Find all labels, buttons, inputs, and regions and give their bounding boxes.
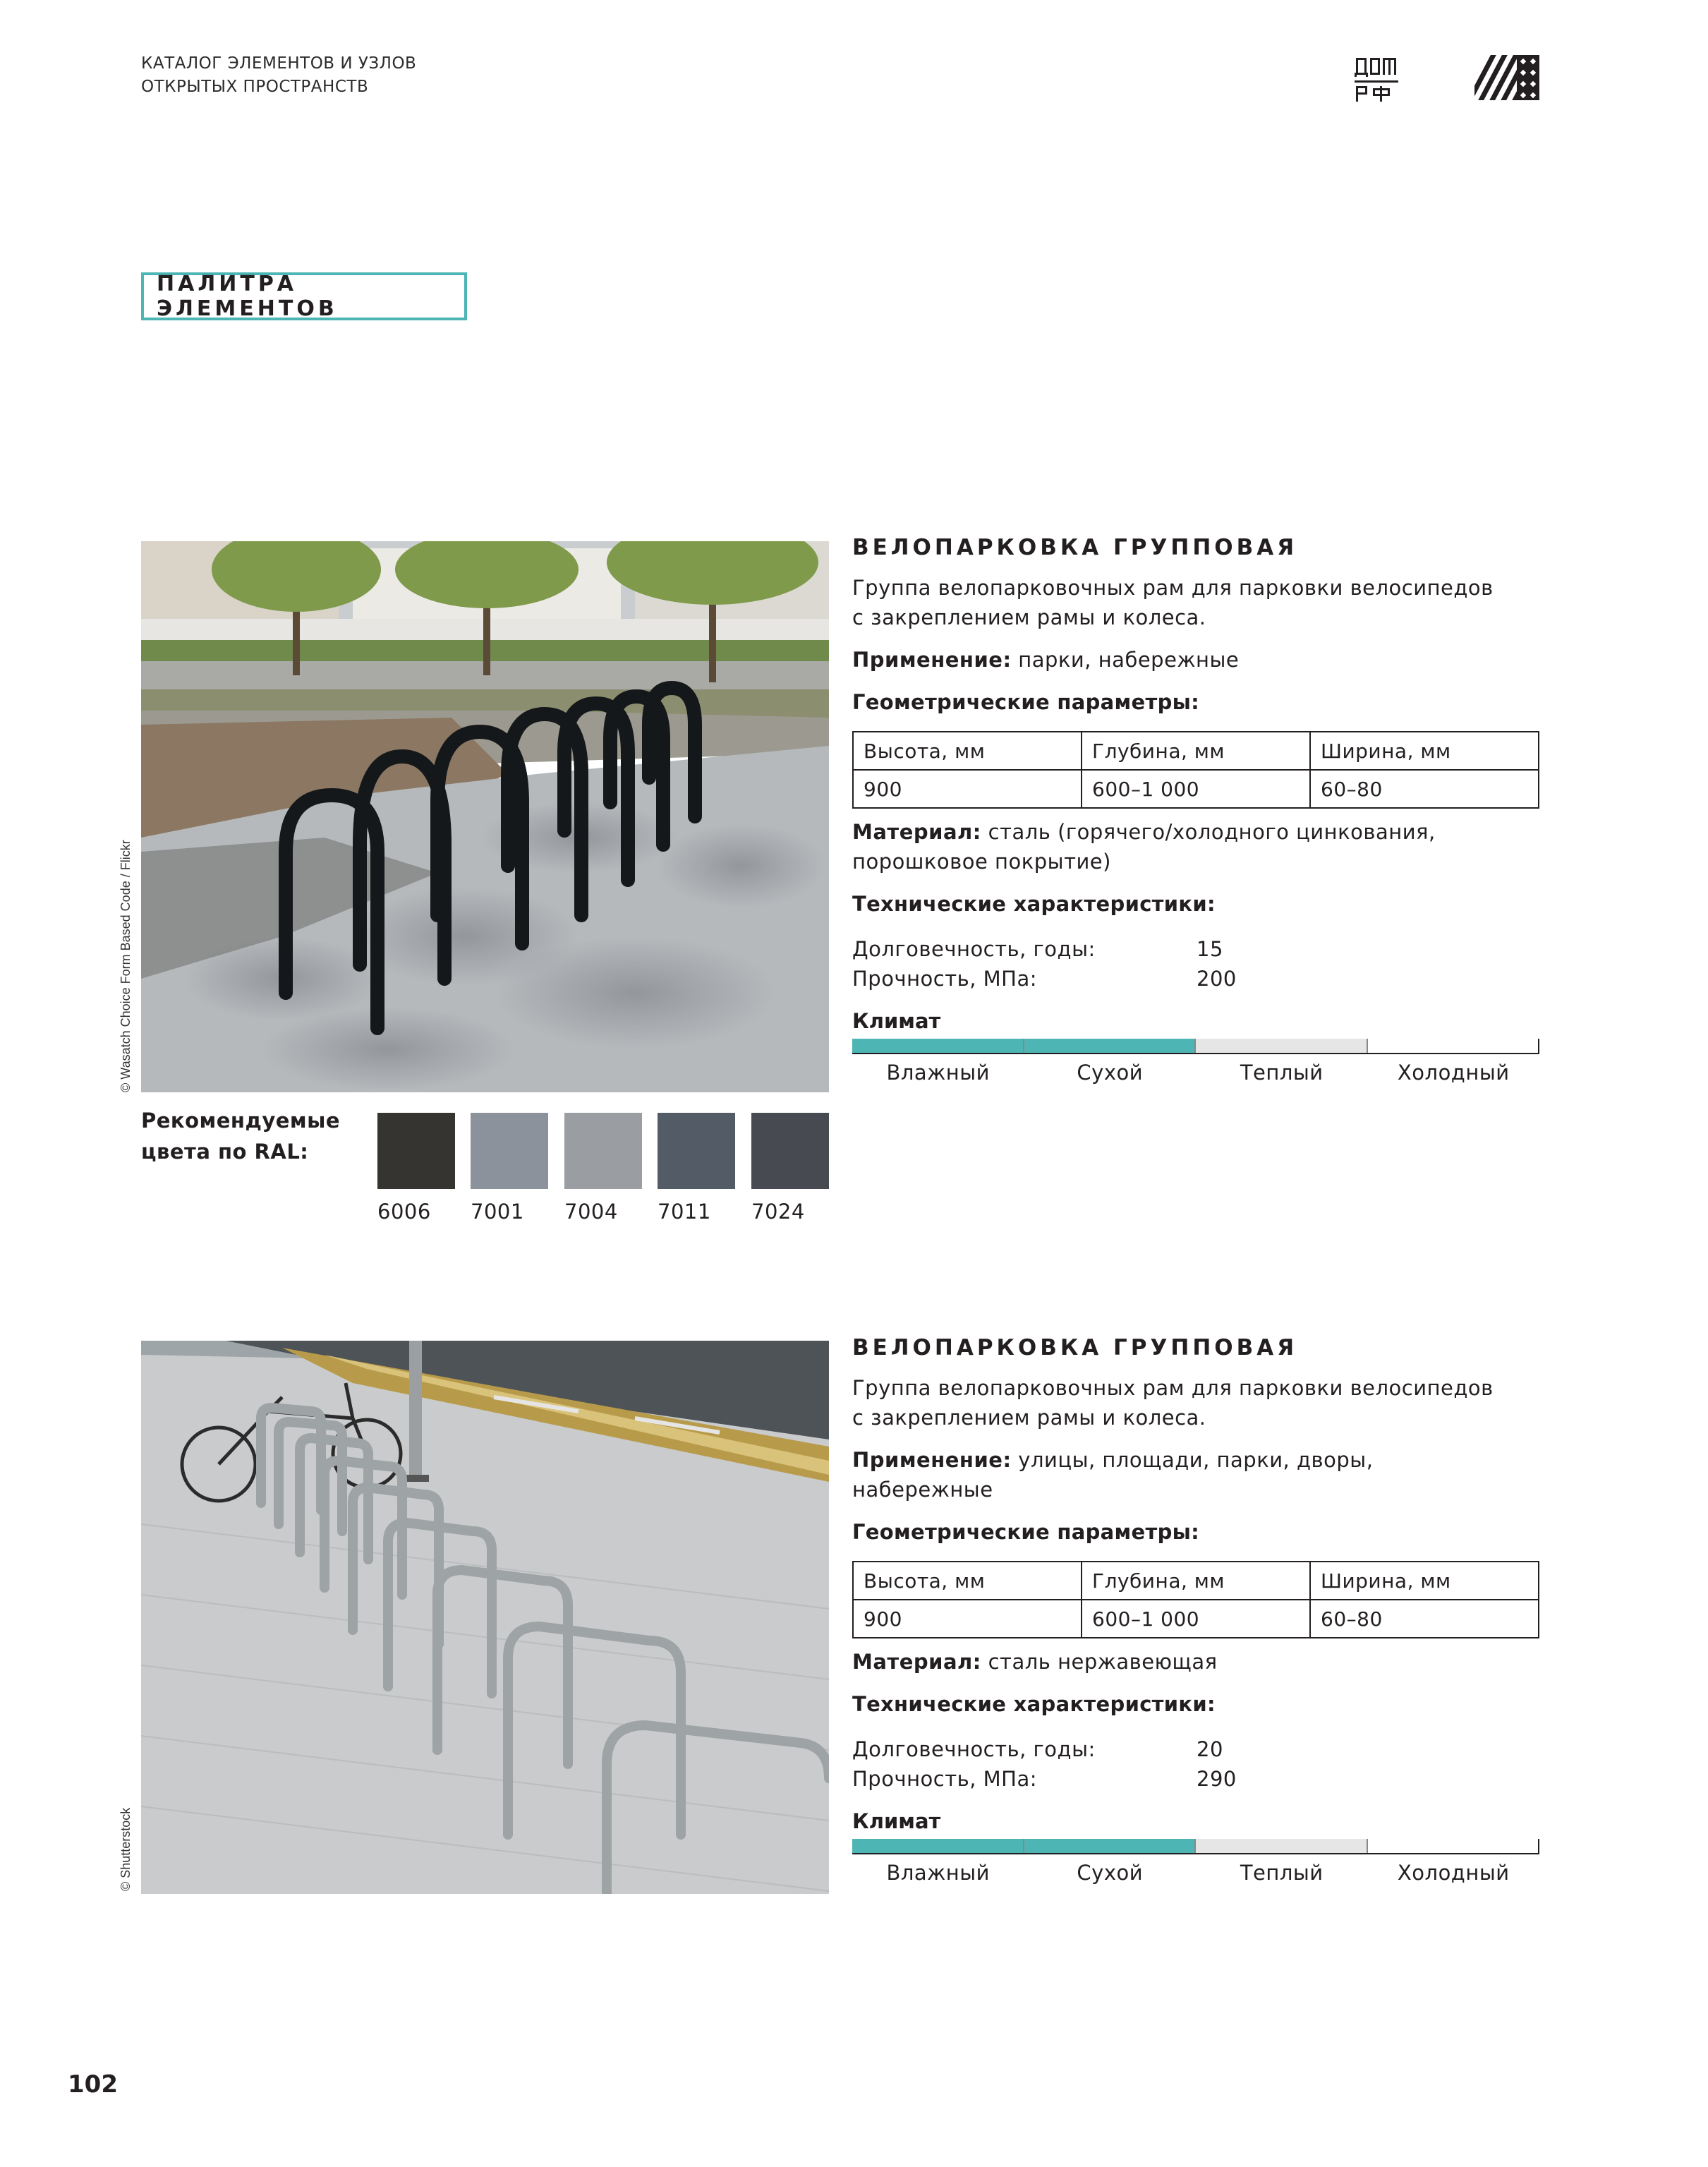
photo-credit-2: © Shutterstock (119, 1807, 133, 1891)
climate-label-wet: Влажный (886, 1861, 991, 1885)
product-2-tech (852, 1734, 1558, 1794)
climate-label-cold: Холодный (1397, 1061, 1510, 1085)
climate-label-wet: Влажный (886, 1061, 991, 1085)
table-row (853, 1600, 1539, 1638)
table-cell: 900 (853, 1600, 1082, 1638)
ral-title-line1: Рекомендуемые (141, 1109, 341, 1133)
table-header-row (853, 732, 1539, 770)
product-2-geometry-table (852, 1561, 1539, 1638)
product-2-description-line2: с закреплением рамы и колеса. (852, 1406, 1206, 1430)
tech-label: Долговечность, годы: (852, 937, 1096, 961)
table-header-cell: Ширина, мм (1310, 732, 1539, 770)
product-1-info (852, 533, 1558, 1087)
product-2-photo (141, 1341, 829, 1894)
product-1-geometry-label: Геометрические параметры: (852, 690, 1200, 714)
pattern-logo (1474, 55, 1539, 100)
tech-row (852, 1734, 1558, 1764)
climate-segment-wet (852, 1039, 1024, 1053)
ral-code: 7011 (658, 1200, 711, 1224)
ral-swatch-7004 (564, 1113, 642, 1189)
product-2-climate-label: Климат (852, 1809, 941, 1833)
product-1-geometry-table (852, 731, 1539, 809)
page-number: 102 (68, 2070, 118, 2099)
table-header-cell: Глубина, мм (1082, 1562, 1310, 1600)
tech-value: 290 (1197, 1767, 1237, 1791)
climate-segment-cold (1368, 1839, 1539, 1853)
ral-swatch-7024 (751, 1113, 829, 1189)
ral-title-line2: цвета по RAL: (141, 1140, 309, 1164)
tech-row (852, 934, 1558, 964)
tech-row (852, 964, 1558, 994)
tech-value: 200 (1197, 967, 1237, 991)
product-2-usage (852, 1445, 1558, 1504)
product-1-material-label: Материал: (852, 820, 981, 844)
tech-label: Долговечность, годы: (852, 1737, 1096, 1761)
product-1-usage-label: Применение: (852, 648, 1012, 672)
product-1-tech (852, 934, 1558, 994)
climate-segment-cold (1368, 1039, 1539, 1053)
dom-rf-logo (1355, 55, 1404, 103)
ral-code: 6006 (377, 1200, 431, 1224)
product-1-description-line1: Группа велопарковочных рам для парковки велосипедов (852, 576, 1494, 600)
climate-segment-dry (1024, 1839, 1197, 1853)
product-1-material-line2: порошковое покрытие) (852, 850, 1111, 874)
product-2-material-line1: сталь нержавеющая (988, 1650, 1218, 1674)
product-1-climate-labels (852, 1058, 1539, 1087)
product-2-tech-label: Технические характеристики: (852, 1692, 1216, 1716)
ral-swatch-7011 (658, 1113, 735, 1189)
table-header-cell: Глубина, мм (1082, 732, 1310, 770)
product-2-description (852, 1373, 1558, 1432)
product-2-info (852, 1334, 1558, 1887)
product-1-description (852, 573, 1558, 632)
catalog-title-line2: ОТКРЫТЫХ ПРОСТРАНСТВ (141, 78, 369, 96)
product-1-climate-label: Климат (852, 1009, 941, 1033)
tech-value: 15 (1197, 937, 1223, 961)
tech-value: 20 (1197, 1737, 1223, 1761)
ral-swatch-7001 (471, 1113, 548, 1189)
photo-credit-1: © Wasatch Choice Form Based Code / Flickr (119, 840, 133, 1092)
product-1-tech-label: Технические характеристики: (852, 892, 1216, 916)
tech-label: Прочность, МПа: (852, 1767, 1038, 1791)
climate-label-dry: Сухой (1077, 1061, 1144, 1085)
table-cell: 600–1 000 (1082, 770, 1310, 808)
table-row (853, 770, 1539, 808)
climate-segment-warm (1196, 1839, 1368, 1853)
climate-label-warm: Теплый (1240, 1061, 1324, 1085)
product-1-title: ВЕЛОПАРКОВКА ГРУППОВАЯ (852, 535, 1298, 560)
table-cell: 600–1 000 (1082, 1600, 1310, 1638)
ral-code: 7024 (751, 1200, 805, 1224)
table-cell: 60–80 (1310, 770, 1539, 808)
climate-label-cold: Холодный (1397, 1861, 1510, 1885)
product-2-title: ВЕЛОПАРКОВКА ГРУППОВАЯ (852, 1335, 1298, 1360)
tech-label: Прочность, МПа: (852, 967, 1038, 991)
product-1-photo (141, 541, 829, 1092)
product-2-geometry-label: Геометрические параметры: (852, 1520, 1200, 1544)
product-2-usage-line1: улицы, площади, парки, дворы, (1018, 1448, 1374, 1472)
product-1-material-line1: сталь (горячего/холодного цинкования, (988, 820, 1436, 844)
climate-segment-wet (852, 1839, 1024, 1853)
ral-swatch-6006 (377, 1113, 455, 1189)
section-title: ПАЛИТРА ЭЛЕМЕНТОВ (157, 272, 338, 321)
catalog-title (141, 52, 416, 99)
table-header-cell: Высота, мм (853, 1562, 1082, 1600)
product-1-description-line2: с закреплением рамы и колеса. (852, 605, 1206, 629)
product-2-material (852, 1647, 1558, 1677)
product-1-climate-bar (852, 1039, 1539, 1054)
tech-row (852, 1764, 1558, 1794)
table-cell: 60–80 (1310, 1600, 1539, 1638)
table-header-row (853, 1562, 1539, 1600)
climate-label-warm: Теплый (1240, 1861, 1324, 1885)
climate-label-dry: Сухой (1077, 1861, 1144, 1885)
product-2-material-label: Материал: (852, 1650, 981, 1674)
product-2-usage-label: Применение: (852, 1448, 1012, 1472)
product-2-climate-labels (852, 1859, 1539, 1887)
table-cell: 900 (853, 770, 1082, 808)
product-1-usage (852, 645, 1558, 675)
table-header-cell: Ширина, мм (1310, 1562, 1539, 1600)
climate-segment-dry (1024, 1039, 1197, 1053)
section-title-box (141, 272, 467, 320)
product-2-climate-bar (852, 1839, 1539, 1854)
climate-segment-warm (1196, 1039, 1368, 1053)
ral-code: 7004 (564, 1200, 618, 1224)
catalog-title-line1: КАТАЛОГ ЭЛЕМЕНТОВ И УЗЛОВ (141, 54, 417, 73)
table-header-cell: Высота, мм (853, 732, 1082, 770)
product-1-material (852, 817, 1558, 876)
ral-title (141, 1105, 340, 1167)
product-2-usage-line2: набережные (852, 1478, 993, 1502)
product-2-description-line1: Группа велопарковочных рам для парковки велосипедов (852, 1376, 1494, 1400)
product-1-usage-value: парки, набережные (1018, 648, 1240, 672)
ral-code: 7001 (471, 1200, 524, 1224)
